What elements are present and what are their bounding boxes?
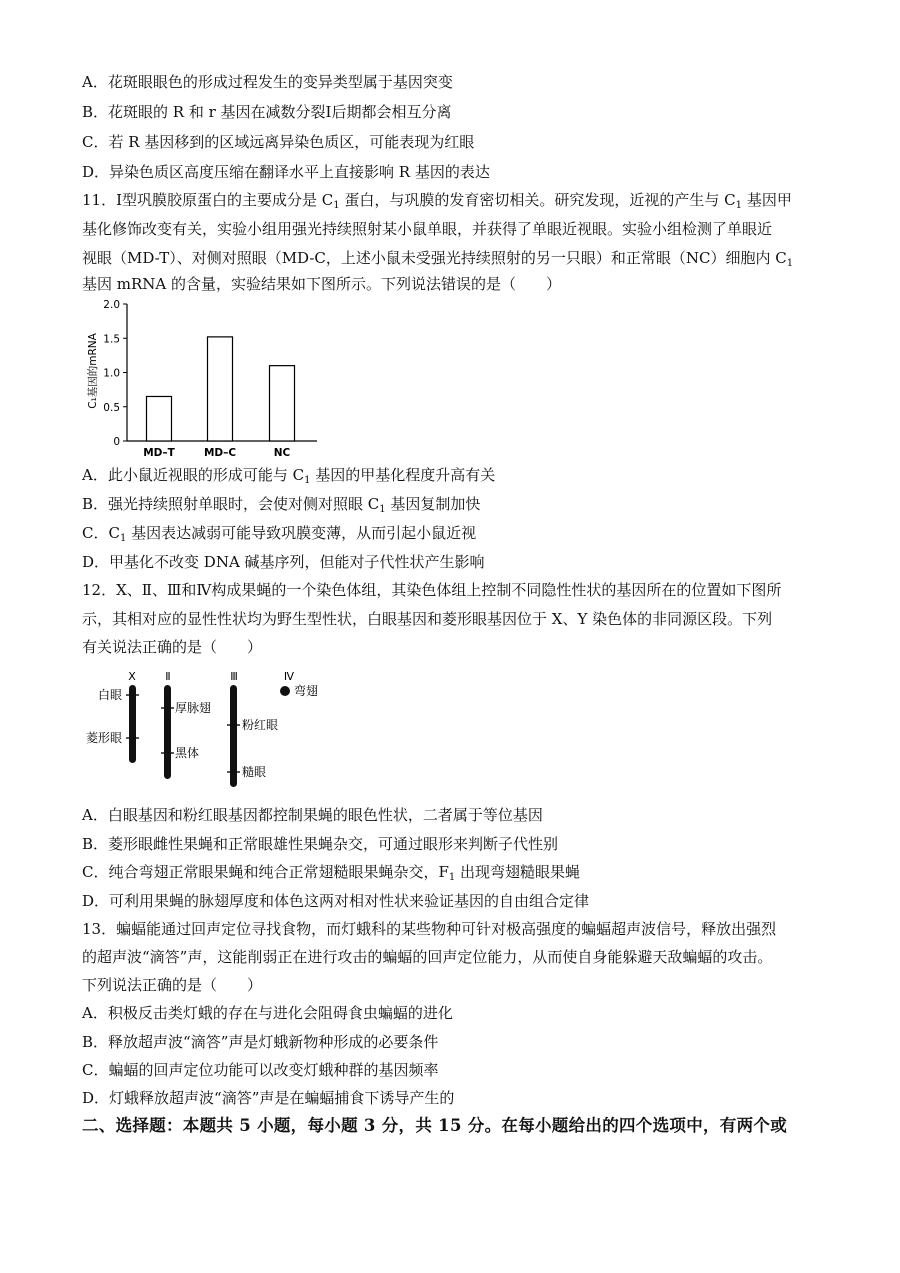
y-axis-label: C₁基因的mRNA	[87, 333, 99, 409]
q13-stem-line-1: 13．蝙蝠能通过回声定位寻找食物，而灯蛾科的某些物种可针对极高强度的蝙蝠超声波信号，释放出强烈	[82, 920, 777, 938]
bar-1	[147, 396, 172, 441]
q11-option-a: A．此小鼠近视眼的形成可能与 $C_1$ 基因的甲基化程度升高有关	[82, 466, 496, 486]
q13-option-c: C．蝙蝠的回声定位功能可以改变灯蛾种群的基因频率	[82, 1061, 439, 1079]
q13-option-d: D．灯蛾释放超声波“滴答”声是在蝙蝠捕食下诱导产生的	[82, 1089, 455, 1107]
y-tick-label: 0.5	[103, 401, 120, 414]
q13-option-b: B．释放超声波“滴答”声是灯蛾新物种形成的必要条件	[82, 1033, 439, 1051]
q13-option-a: A．积极反击类灯蛾的存在与进化会阻碍食虫蝙蝠的进化	[82, 1004, 453, 1022]
y-tick-label: 0	[113, 436, 120, 448]
gene-thick-vein: 厚脉翅	[175, 701, 212, 715]
gene-pink-eye: 粉红眼	[242, 718, 279, 732]
q12-stem-line-2: 示，其相对应的显性性状均为野生型性状，白眼基因和菱形眼基因位于 X、Y 染色体的非同源区段。下列	[82, 610, 773, 628]
q12-option-c: C．纯合弯翅正常眼果蝇和纯合正常翅糙眼果蝇杂交，$F_1$ 出现弯翅糙眼果蝇	[82, 863, 581, 883]
q11-option-d: D．甲基化不改变 DNA 碱基序列，但能对子代性状产生影响	[82, 553, 485, 571]
q12-option-a: A．白眼基因和粉红眼基因都控制果蝇的眼色性状，二者属于等位基因	[82, 806, 543, 824]
x-tick-label: MD–T	[143, 447, 175, 459]
q11-stem-line-4: 基因 mRNA 的含量，实验结果如下图所示。下列说法错误的是（ ）	[82, 275, 562, 293]
q10-option-b: B．花斑眼的 R 和 r 基因在减数分裂Ⅰ后期都会相互分离	[82, 103, 452, 121]
q11-option-b: B．强光持续照射单眼时，会使对侧对照眼 $C_1$ 基因复制加快	[82, 495, 481, 515]
q11-stem-line-2: 基化修饰改变有关，实验小组用强光持续照射某小鼠单眼，并获得了单眼近视眼。实验小组检测了单眼近	[82, 220, 773, 238]
q12-stem-line-1: 12．X、Ⅱ、Ⅲ和Ⅳ构成果蝇的一个染色体组，其染色体组上控制不同隐性性状的基因所在的位置如下图所	[82, 581, 782, 599]
x-tick-label: NC	[273, 447, 291, 459]
bar-2	[208, 337, 233, 441]
chrom-label-iii: Ⅲ	[230, 670, 238, 683]
chrom-label-x: X	[128, 670, 136, 683]
chromosome-diagram	[82, 668, 342, 793]
q10-option-d: D．异染色质区高度压缩在翻译水平上直接影响 R 基因的表达	[82, 163, 490, 181]
q10-option-a: A．花斑眼眼色的形成过程发生的变异类型属于基因突变	[82, 73, 453, 91]
x-tick-label: MD–C	[203, 447, 237, 459]
chromosome-x	[129, 685, 136, 763]
q12-option-d: D．可利用果蝇的脉翅厚度和体色这两对相对性状来验证基因的自由组合定律	[82, 892, 590, 910]
gene-lozenge-eye: 菱形眼	[85, 731, 122, 745]
q12-stem-line-3: 有关说法正确的是（ ）	[82, 638, 263, 656]
gene-white-eye: 白眼	[97, 688, 122, 702]
chromosome-ii	[164, 685, 171, 779]
gene-rough-eye: 糙眼	[242, 765, 267, 779]
y-tick-label: 1.0	[103, 367, 120, 380]
q10-option-c: C．若 R 基因移到的区域远离异染色质区，可能表现为红眼	[82, 133, 475, 151]
gene-bent-wing: 弯翅	[294, 684, 319, 698]
gene-black-body: 黑体	[175, 746, 200, 760]
y-tick-label: 2.0	[103, 299, 120, 311]
q11-stem-line-3: 视眼（MD-T）、对侧对照眼（MD-C，上述小鼠未受强光持续照射的另一只眼）和正常眼（NC）细胞内 $C_1$	[82, 249, 794, 269]
q13-stem-line-2: 的超声波“滴答”声，这能削弱正在进行攻击的蝙蝠的回声定位能力，从而使自身能躲避天敌蝙蝠的攻击。	[82, 948, 773, 966]
bar-3	[270, 366, 295, 441]
q12-option-b: B．菱形眼雌性果蝇和正常眼雄性果蝇杂交，可通过眼形来判断子代性别	[82, 835, 559, 853]
q11-option-c: C．$C_1$ 基因表达减弱可能导致巩膜变薄，从而引起小鼠近视	[82, 524, 477, 544]
section-2-heading: 二、选择题：本题共 5 小题，每小题 3 分，共 15 分。在每小题给出的四个选项中，有两个或	[82, 1116, 787, 1135]
mrna-bar-chart	[82, 296, 332, 462]
chrom-label-iv: Ⅳ	[283, 670, 295, 683]
y-tick-label: 1.5	[103, 333, 120, 346]
q13-stem-line-3: 下列说法正确的是（ ）	[82, 976, 263, 994]
q11-stem-line-1: 11．Ⅰ型巩膜胶原蛋白的主要成分是 $C_1$ 蛋白，与巩膜的发育密切相关。研究发现，近视的产生与 $C_1$ 基因甲	[82, 191, 792, 211]
chromosome-iv	[280, 686, 290, 696]
chrom-label-ii: Ⅱ	[165, 670, 171, 683]
